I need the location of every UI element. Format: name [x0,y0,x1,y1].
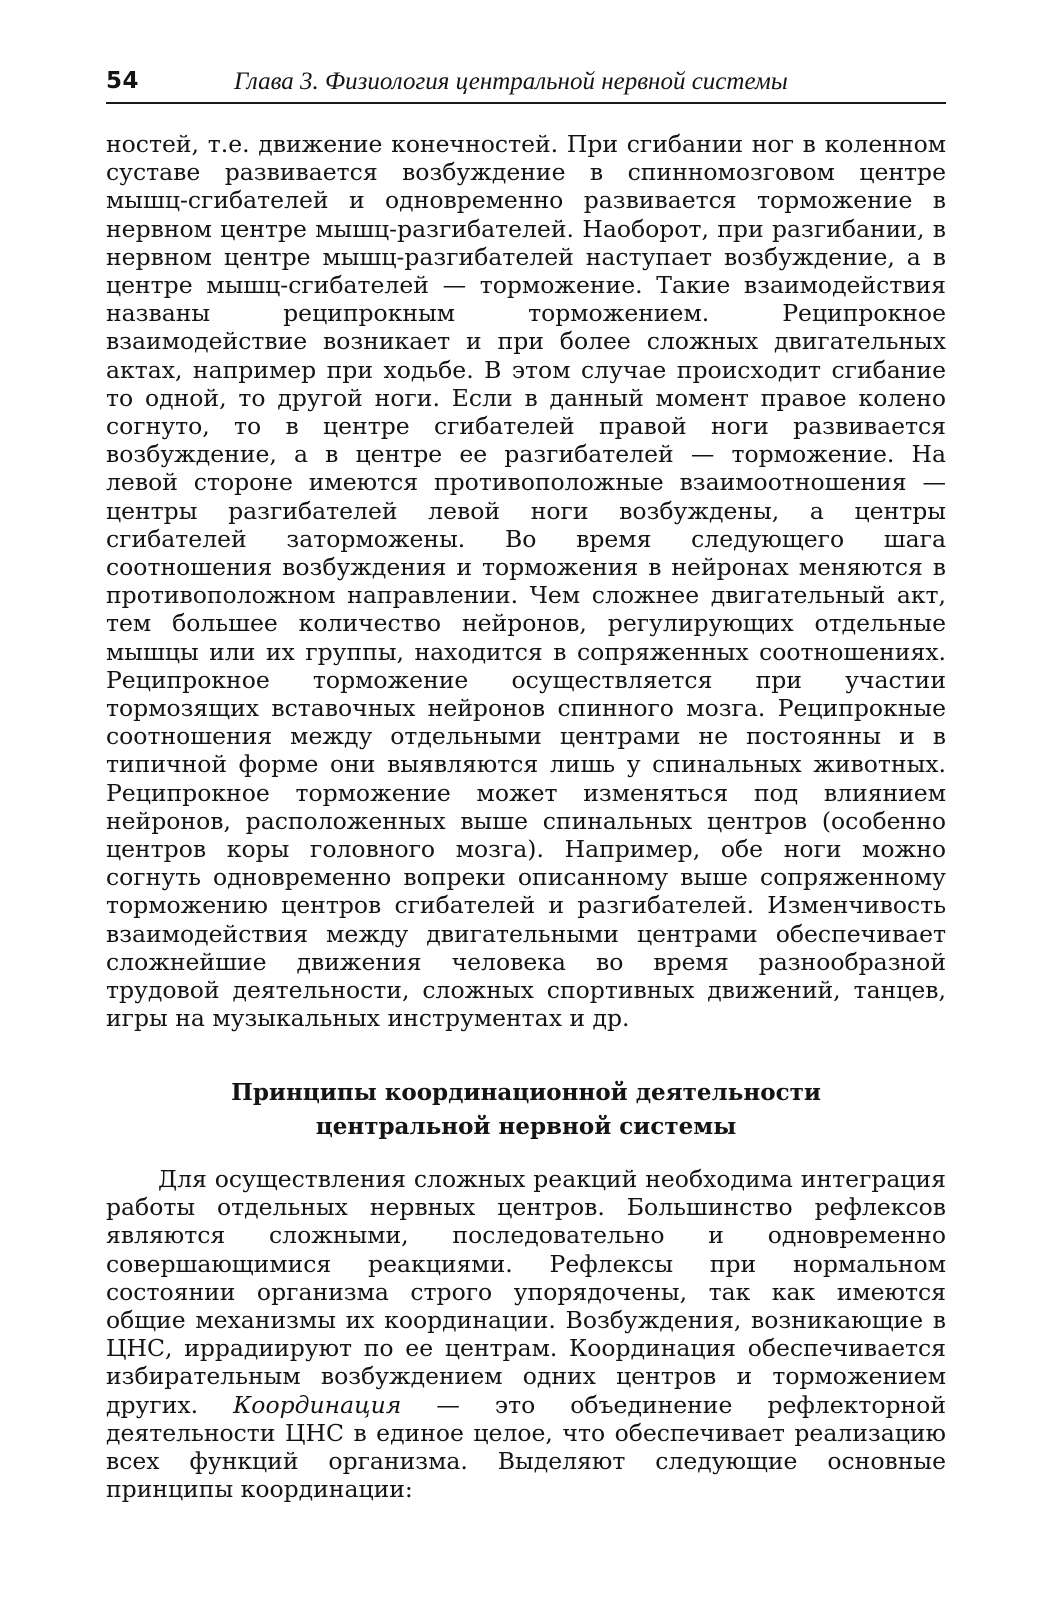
page-number: 54 [106,68,140,94]
section-heading-line-2: центральной нервной системы [315,1113,737,1140]
paragraph-coordination [106,1165,946,1503]
section-heading-line-1: Принципы координационной деятельности [231,1079,821,1106]
page-header [106,62,946,104]
paragraph-reciprocal-inhibition: ностей, т.е. движение конечностей. При сгибании ног в коленном суставе развивается возбуждение в спинномозговом центре мышц-сгибателей и одновременно развивается торможение в нервном центре мышц-разгибателей. Наоборот, при разгибании, в нервном центре мышц-разгибателей наступает возбуждение, а в центре мышц-сгибателей — торможение. Такие взаимодействия названы реципрокным торможением. Реципрокное взаимодействие возникает и при более сложных двигательных актах, например при ходьбе. В этом случае происходит сгибание то одной, то другой ноги. Если в данный момент правое колено согнуто, то в центре сгибателей правой ноги развивается возбуждение, а в центре ее разгибателей — торможение. На левой стороне имеются противоположные взаимоотношения — центры разгибателей левой ноги возбуждены, а центры сгибателей заторможены. Во время следующего шага соотношения возбуждения и торможения в нейронах меняются в противоположном направлении. Чем сложнее двигательный акт, тем большее количество нейронов, регулирующих отдельные мышцы или их группы, находится в сопряженных соотношениях. Реципрокное торможение осуществляется при участии тормозящих вставочных нейронов спинного мозга. Реципрокные соотношения между отдельными центрами не постоянны и в типичной форме они выявляются лишь у спинальных животных. Реципрокное торможение может изменяться под влиянием нейронов, расположенных выше спинальных центров (особенно центров коры головного мозга). Например, обе ноги можно согнуть одновременно вопреки описанному выше сопряженному торможению центров сгибателей и разгибателей. Изменчивость взаимодействия между двигательными центрами обеспечивает сложнейшие движения человека во время разнообразной трудовой деятельности, сложных спортивных движений, танцев, игры на музыкальных инструментах и др. [106,130,946,1033]
paragraph-coordination-part-2: — это объединение рефлекторной деятельности ЦНС в единое целое, что обеспечивает реализацию всех функций организма. Выделяют следующие основные принципы координации: [106,1390,946,1504]
paragraph-coordination-part-1: Для осуществления сложных реакций необходима интеграция работы отдельных нервных центров. Большинство рефлексов являются сложными, последовательно и одновременно совершающимися реакциями. Рефлексы при нормальном состоянии организма строго упорядочены, так как имеются общие механизмы их координации. Возбуждения, возникающие в ЦНС, иррадиируют по ее центрам. Координация обеспечивается избирательным возбуждением одних центров и торможением других. [106,1165,946,1419]
running-title: Глава 3. Физиология центральной нервной системы [234,68,788,95]
term-coordination: Координация [233,1390,402,1419]
section-heading [106,1076,946,1144]
